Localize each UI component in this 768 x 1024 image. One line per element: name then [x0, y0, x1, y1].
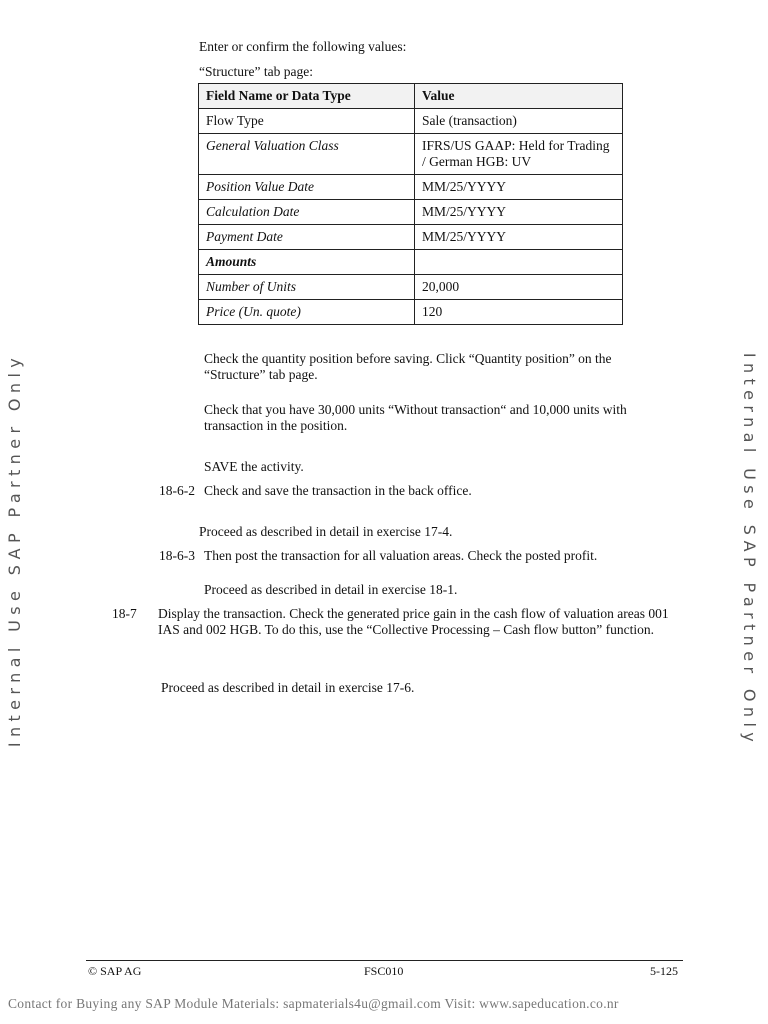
- field-cell: Number of Units: [199, 275, 415, 300]
- value-cell: 120: [415, 300, 623, 325]
- footer-course: FSC010: [364, 964, 404, 978]
- value-cell: MM/25/YYYY: [415, 200, 623, 225]
- watermark-right: Internal Use SAP Partner Only: [740, 352, 759, 748]
- intro-line-2: “Structure” tab page:: [199, 64, 313, 79]
- step-note: Proceed as described in detail in exercise 17-4.: [199, 524, 453, 539]
- watermark-left: Internal Use SAP Partner Only: [5, 352, 24, 748]
- field-cell: Price (Un. quote): [199, 300, 415, 325]
- field-cell: Calculation Date: [199, 200, 415, 225]
- step-note: Proceed as described in detail in exercise 18-1.: [204, 582, 458, 597]
- table-row: [199, 200, 623, 225]
- step-number: 18-7: [112, 606, 137, 621]
- field-cell: Position Value Date: [199, 175, 415, 200]
- table-row: [199, 109, 623, 134]
- contact-banner: Contact for Buying any SAP Module Materials: sapmaterials4u@gmail.com Visit: www.sapeducation.co.nr: [8, 996, 619, 1011]
- footer-divider: [86, 960, 683, 961]
- check-units-paragraph: Check that you have 30,000 units “Without transaction“ and 10,000 units with transaction in the position.: [204, 402, 627, 433]
- table-row: [199, 300, 623, 325]
- step-number: 18-6-2: [159, 483, 195, 498]
- step-text: Display the transaction. Check the generated price gain in the cash flow of valuation areas 001 IAS and 002 HGB. To do this, use the “Collective Processing – Cash flow button” function.: [158, 606, 669, 637]
- step-number: 18-6-3: [159, 548, 195, 563]
- value-cell: MM/25/YYYY: [415, 225, 623, 250]
- field-cell: Flow Type: [199, 109, 415, 134]
- value-cell: IFRS/US GAAP: Held for Trading / German HGB: UV: [415, 134, 623, 175]
- field-cell: Payment Date: [199, 225, 415, 250]
- table-row: [199, 275, 623, 300]
- footer-copyright: © SAP AG: [88, 964, 142, 978]
- header-field: Field Name or Data Type: [199, 84, 415, 109]
- table-row: [199, 225, 623, 250]
- intro-line-1: Enter or confirm the following values:: [199, 39, 407, 54]
- field-cell: General Valuation Class: [199, 134, 415, 175]
- value-cell: 20,000: [415, 275, 623, 300]
- value-cell: Sale (transaction): [415, 109, 623, 134]
- table-row: [199, 175, 623, 200]
- step-text: Check and save the transaction in the back office.: [204, 483, 472, 498]
- step-note: Proceed as described in detail in exercise 17-6.: [161, 680, 415, 695]
- value-cell: [415, 250, 623, 275]
- value-cell: MM/25/YYYY: [415, 175, 623, 200]
- header-value: Value: [415, 84, 623, 109]
- table-header-row: [199, 84, 623, 109]
- check-quantity-paragraph: Check the quantity position before saving. Click “Quantity position” on the “Structure” tab page.: [204, 351, 612, 382]
- step-text: Then post the transaction for all valuation areas. Check the posted profit.: [204, 548, 598, 563]
- table-row: [199, 250, 623, 275]
- field-cell: Amounts: [199, 250, 415, 275]
- table-row: [199, 134, 623, 175]
- save-instruction: SAVE the activity.: [204, 459, 304, 474]
- footer-page-number: 5-125: [650, 964, 678, 978]
- values-table: [198, 83, 623, 325]
